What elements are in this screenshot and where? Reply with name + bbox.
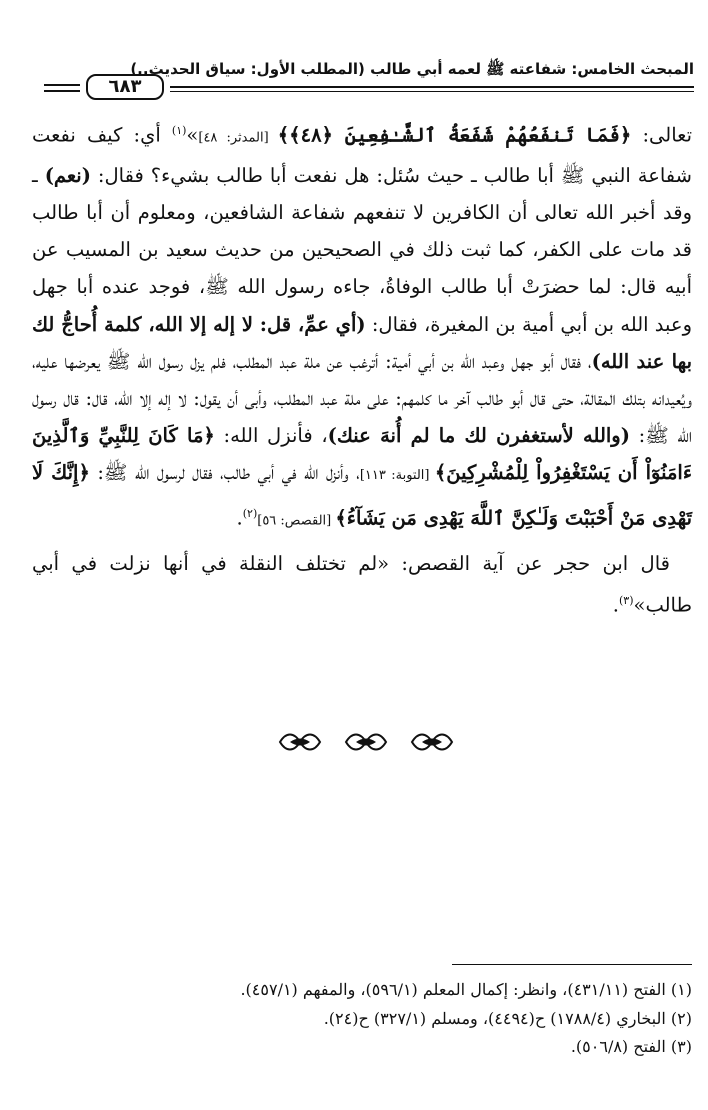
footnote: (١) الفتح (٤٣١/١١)، وانظر: إكمال المعلم (٥٩٦/١)، والمفهم (٤٥٧/١). bbox=[240, 980, 692, 999]
page-header bbox=[30, 60, 694, 100]
quran-quote: ﴿فَمَا تَنفَعُهُمْ شَفَعَةُ ٱلشَّـٰفِعِينَ ﴿٤٨﴾﴾ bbox=[277, 123, 632, 147]
text-run: ، فقال أبو جهل وعبد الله بن أبي أمية: أترغب عن ملة عبد المطلب، فلم يزل رسول الله ﷺ يعرضها عليه، ويُعيدانه بتلك المقالة، حتى قال أبو طالب آخر ما كلمهم: على ملة عبد المطلب، وأبى أن يقول: لا إله إلا الله، قال: قال رسول الله ﷺ: bbox=[32, 349, 692, 448]
footnote: (٣) الفتح (٥٠٦/٨). bbox=[570, 1037, 692, 1056]
text-run: أي: كيف نفعت شفاعة النبي ﷺ أبا طالب ـ حيث سُئل: هل نفعت أبا طالب بشيء؟ فقال: bbox=[32, 123, 692, 187]
text-run: تعالى: bbox=[631, 123, 693, 147]
section-ornaments bbox=[276, 727, 456, 757]
header-rule bbox=[170, 91, 694, 92]
hadith-quote: (نعم) bbox=[44, 163, 91, 187]
main-text bbox=[32, 112, 692, 624]
header-rule bbox=[44, 90, 80, 92]
ornament-icon bbox=[276, 729, 324, 755]
footnote-marker: (٢) bbox=[242, 506, 258, 520]
header-rule bbox=[170, 86, 694, 88]
running-title: المبحث الخامس: شفاعته ﷺ لعمه أبي طالب (المطلب الأول: سياق الحديث..) bbox=[130, 60, 694, 78]
text-run: . bbox=[236, 506, 243, 530]
ornament-icon bbox=[408, 729, 456, 755]
text-run: » bbox=[186, 123, 199, 147]
footnote: (٢) البخاري (١٧٨٨/٤) ح(٤٤٩٤)، ومسلم (٣٢٧/١) ح(٢٤). bbox=[323, 1008, 692, 1028]
footnote-marker: (١) bbox=[171, 124, 187, 137]
text-run: ، وأنزل الله في أبي طالب، فقال لرسول الله ﷺ: bbox=[89, 461, 360, 485]
text-run: ، فأنزل الله: bbox=[214, 424, 328, 448]
footnotes bbox=[150, 976, 692, 1062]
ornament-icon bbox=[342, 729, 390, 755]
paragraph bbox=[32, 112, 692, 539]
text-run: ـ وقد أخبر الله تعالى أن الكافرين لا تنفعهم شفاعة الشافعين، ومعلوم أن أبا طالب قد مات على الكفر، كما ثبت ذلك في الصحيحين من حديث سعيد بن المسيب عن أبيه قال: لما حضرَتْ أبا طالب الوفاةُ، جاءه رسول الله ﷺ، فوجد عنده أبا جهل وعبد الله بن أبي أمية بن المغيرة، فقال: bbox=[32, 163, 692, 336]
hadith-quote: (والله لأستغفرن لك ما لم أُنهَ عنك) bbox=[327, 424, 630, 448]
page-number: ٦٨٣ bbox=[86, 74, 164, 100]
footnote-separator bbox=[452, 964, 692, 965]
footnote-marker: (٣) bbox=[619, 594, 634, 608]
paragraph bbox=[32, 545, 692, 624]
header-rule bbox=[44, 84, 80, 86]
verse-reference: [القصص: ٥٦] bbox=[257, 513, 336, 529]
text-run: قال ابن حجر عن آية القصص: «لم تختلف النقلة في أنها نزلت في أبي طالب» bbox=[32, 552, 692, 617]
text-run: . bbox=[612, 593, 619, 617]
quran-quote: ﴿مَا كَانَ لِلنَّبِيِّ وَٱلَّذِينَ ءَامَنُوٓاْ أَن يَسْتَغْفِرُواْ لِلْمُشْرِكِينَ﴾ bbox=[32, 424, 692, 485]
verse-reference: [التوبة: ١١٣] bbox=[359, 468, 435, 484]
verse-reference: [المدثر: ٤٨] bbox=[198, 130, 278, 146]
quran-quote: ﴿إِنَّكَ لَا تَهْدِى مَنْ أَحْبَبْتَ وَلَـٰكِنَّ ٱللَّهَ يَهْدِى مَن يَشَآءُ﴾ bbox=[32, 461, 692, 530]
hadith-quote: (أي عمِّ، قل: لا إله إلا الله، كلمة أُحاجُّ لك بها عند الله) bbox=[32, 312, 692, 373]
